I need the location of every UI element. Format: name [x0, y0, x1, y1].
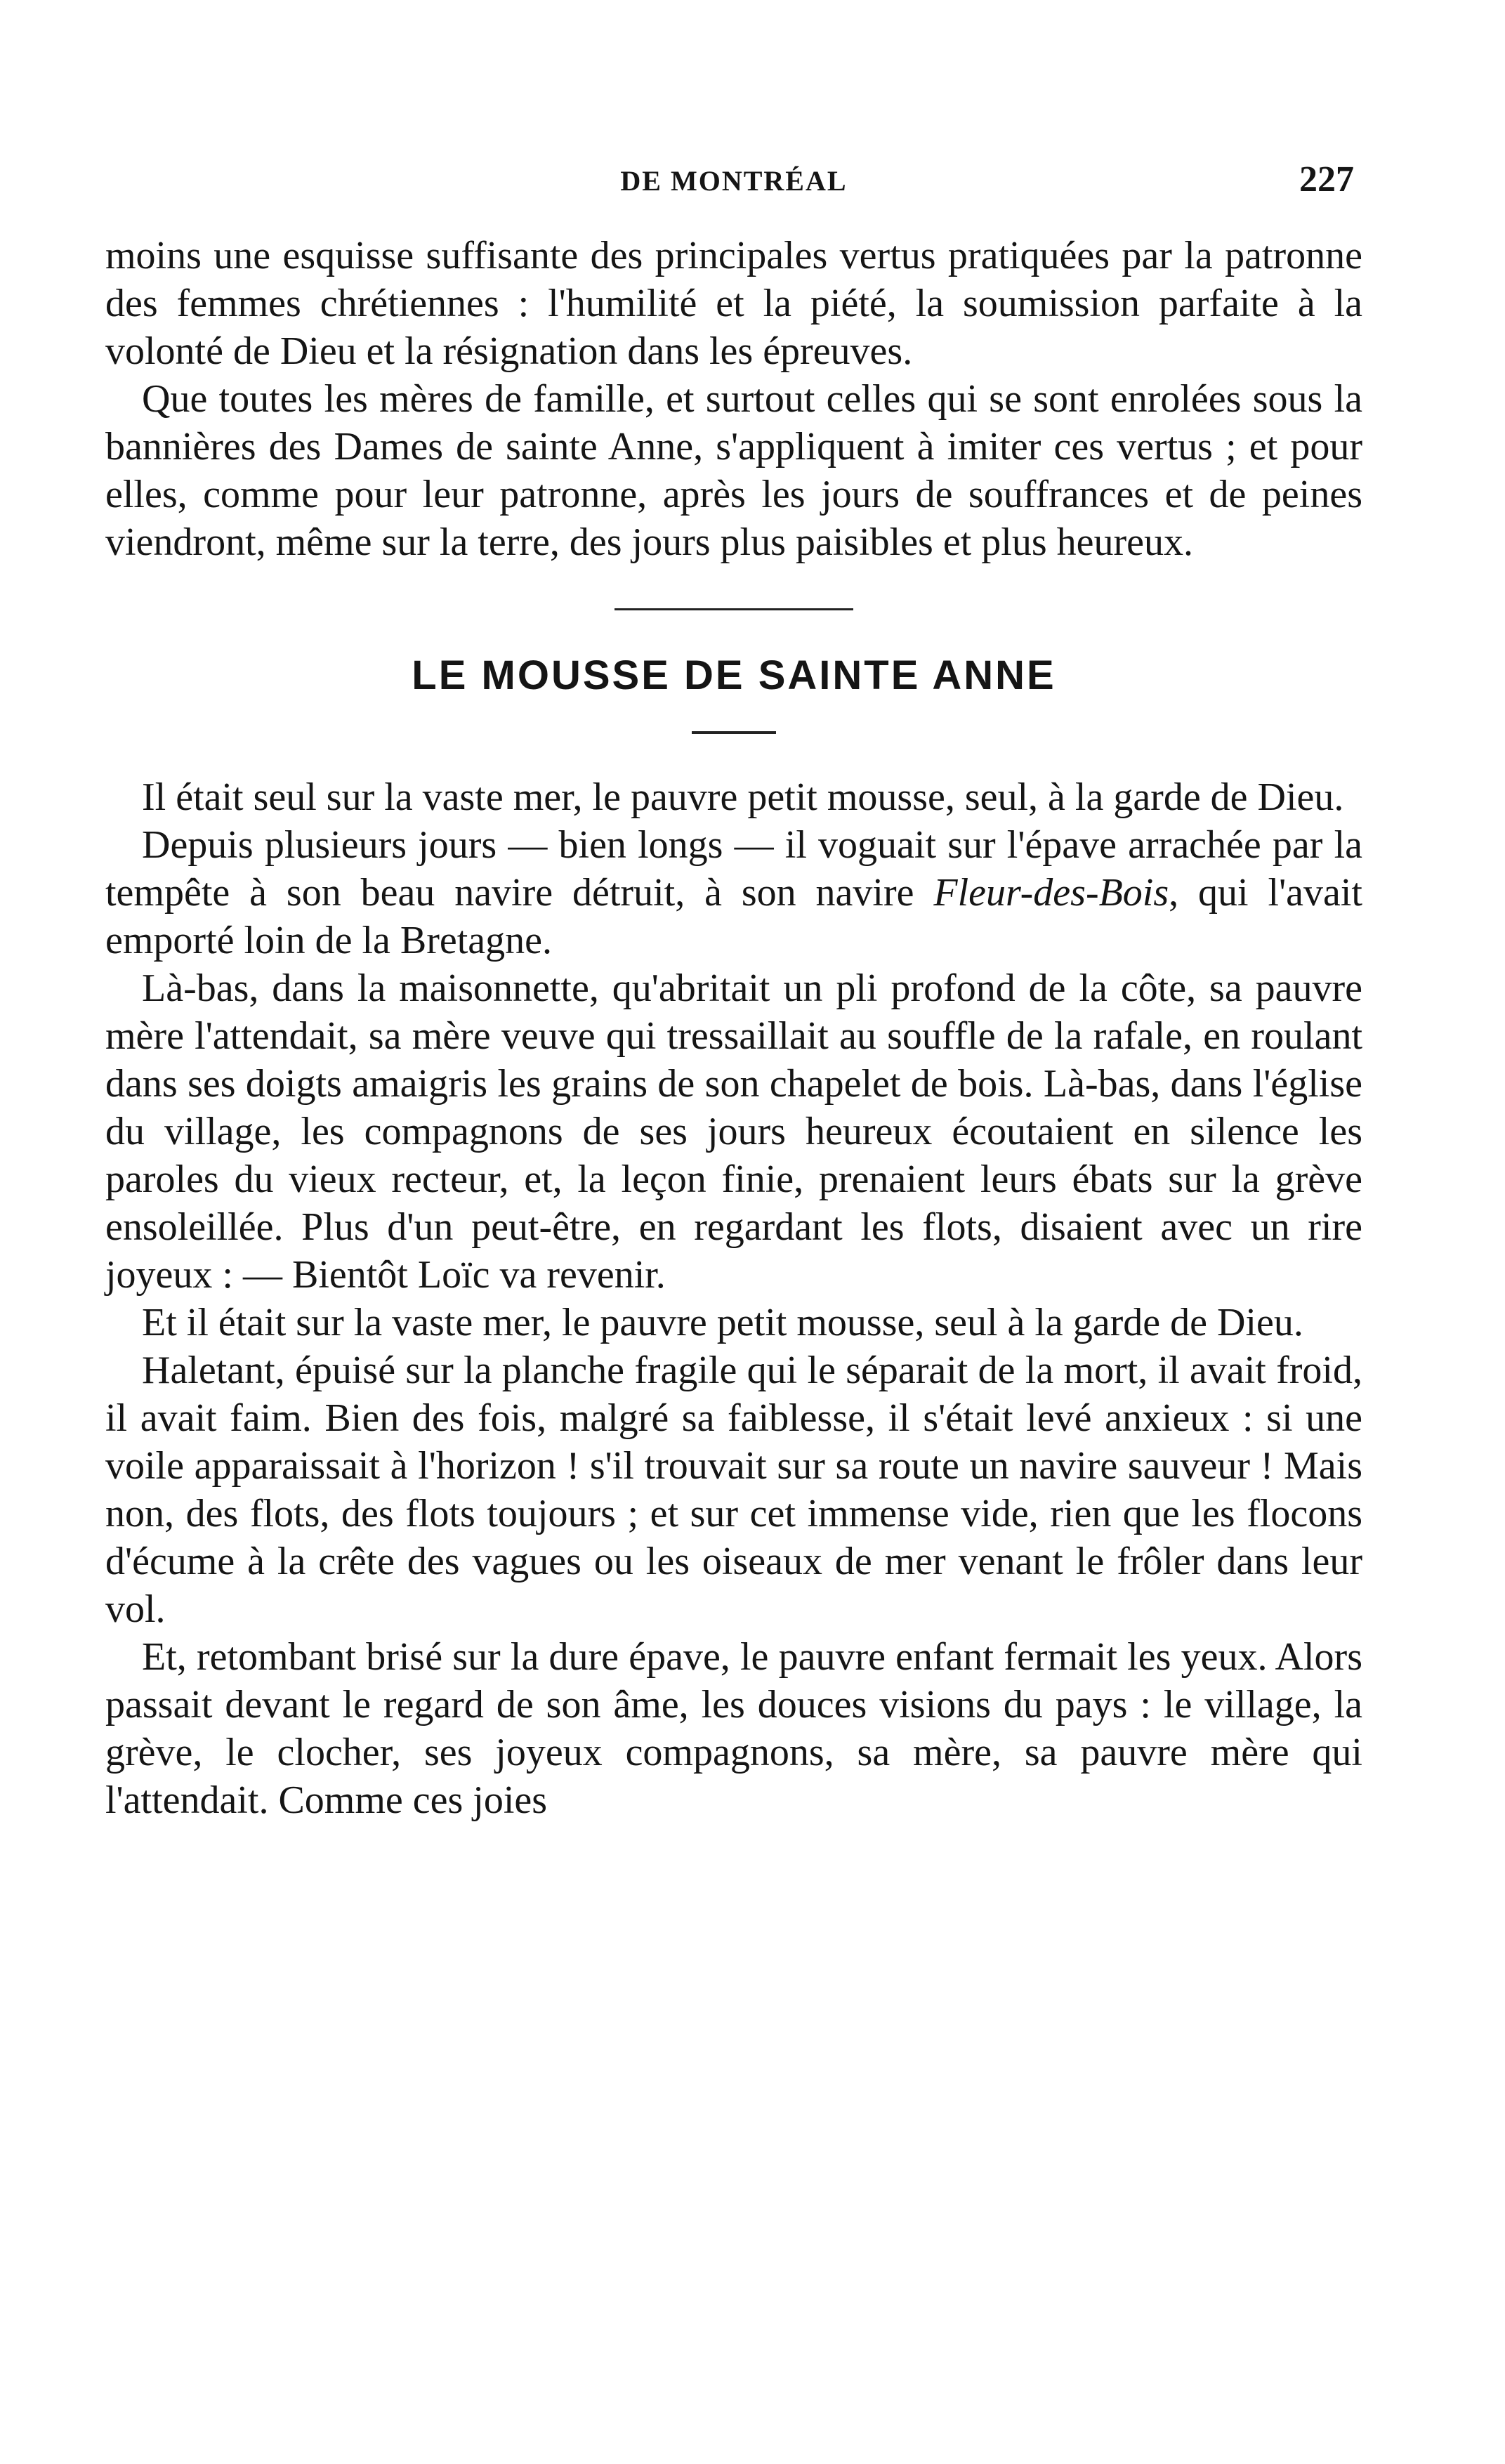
paragraph-text: , qui l'avait emporté loin de la Bretagne.	[105, 871, 1362, 962]
paragraph	[105, 821, 1362, 964]
page-number: 227	[1299, 159, 1354, 199]
ship-name: Fleur-des-Bois	[933, 871, 1169, 915]
paragraph: Il était seul sur la vaste mer, le pauvre petit mousse, seul, à la garde de Dieu.	[142, 775, 1344, 819]
paragraph: Haletant, épuisé sur la planche fragile qui le séparait de la mort, il avait froid, il avait faim. Bien des fois, malgré sa faiblesse, il s'était levé anxieux : si une voile apparaissait à l'horizon ! s'il trouvait sur sa route un navire sauveur ! Mais non, des flots, des flots toujours ; et sur cet immense vide, rien que les flocons d'écume à la crête des vagues ou les oiseaux de mer venant le frôler dans leur vol.	[105, 1349, 1362, 1631]
section-separator	[615, 608, 853, 610]
paragraph: Et, retombant brisé sur la dure épave, le pauvre enfant fermait les yeux. Alors passait devant le regard de son âme, les douces visions du pays : le village, la grève, le clocher, ses joyeux compagnons, sa mère, sa pauvre mère qui l'attendait. Comme ces joies	[105, 1635, 1362, 1822]
page-header	[105, 149, 1362, 205]
paragraph: moins une esquisse suffisante des principales vertus pratiquées par la patronne des femmes chrétiennes : l'humilité et la piété, la soumission parfaite à la volonté de Dieu et la résignation dans les épreuves.	[105, 234, 1362, 373]
running-head: DE MONTRÉAL	[620, 165, 848, 197]
paragraph: Que toutes les mères de famille, et surtout celles qui se sont enrolées sous la bannières des Dames de sainte Anne, s'appliquent à imiter ces vertus ; et pour elles, comme pour leur patronne, après les jours de souffrances et de peines viendront, même sur la terre, des jours plus paisibles et plus heureux.	[105, 377, 1362, 564]
paragraph-text: Depuis plusieurs jours — bien longs — il voguait sur l'épave arrachée par la tempête à son beau navire détruit, à son navire	[105, 823, 1362, 915]
section-title: LE MOUSSE DE SAINTE ANNE	[412, 653, 1056, 698]
title-rule	[692, 731, 776, 734]
paragraph: Là-bas, dans la maisonnette, qu'abritait un pli profond de la côte, sa pauvre mère l'attendait, sa mère veuve qui tressaillait au souffle de la rafale, en roulant dans ses doigts amaigris les grains de son chapelet de bois. Là-bas, dans l'église du village, les compagnons de ses jours heureux écoutaient en silence les paroles du vieux recteur, et, la leçon finie, prenaient leurs ébats sur la grève ensoleillée. Plus d'un peut-être, en regardant les flots, disaient avec un rire joyeux : — Bientôt Loïc va revenir.	[105, 966, 1362, 1297]
paragraph: Et il était sur la vaste mer, le pauvre petit mousse, seul à la garde de Dieu.	[142, 1301, 1303, 1344]
body-text	[105, 232, 1362, 1824]
